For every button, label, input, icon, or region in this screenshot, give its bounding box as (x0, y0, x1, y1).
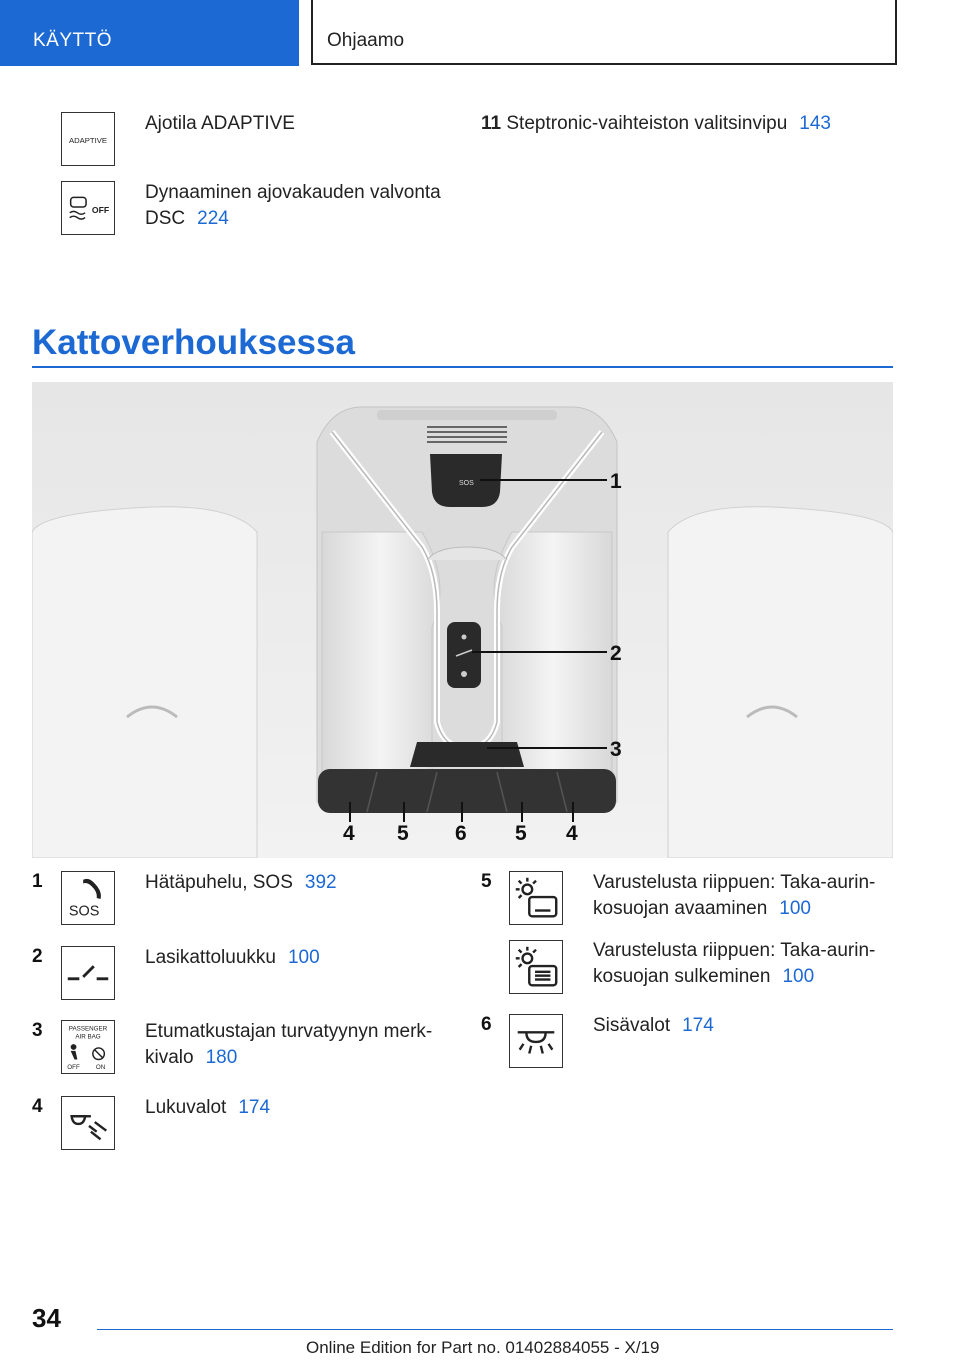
sos-page-ref[interactable]: 392 (304, 872, 337, 893)
chapter-label: Ohjaamo (327, 30, 405, 51)
legend-number-4: 4 (32, 1096, 43, 1117)
svg-text:SOS: SOS (68, 903, 100, 920)
dsc-text: Dynaaminen ajovakauden valvonta DSC 224 (145, 182, 441, 229)
sos-phone-icon (61, 871, 115, 925)
legend-number-1: 1 (32, 871, 43, 892)
reading-light-icon (61, 1096, 115, 1150)
sunblind-close-icon (509, 940, 563, 994)
glass-roof-icon (61, 946, 115, 1000)
legend-number-3: 3 (32, 1020, 43, 1041)
overhead-console-figure (32, 382, 893, 858)
legend-number-6: 6 (481, 1014, 492, 1035)
legend-number-5: 5 (481, 871, 492, 892)
svg-text:AIR BAG: AIR BAG (75, 1033, 101, 1041)
item-number: 11 (481, 113, 502, 134)
legend-text-4: Lukuvalot 174 (145, 1097, 271, 1118)
callout-4-left: 4 (343, 822, 355, 845)
section-label: KÄYTTÖ (33, 30, 113, 51)
airbag-page-ref[interactable]: 180 (205, 1047, 238, 1068)
legend-text-6: Sisävalot 174 (593, 1015, 714, 1036)
callout-4-right: 4 (566, 822, 578, 845)
legend-text-5a: Varustelusta riippuen: Taka-aurin- kosuojan avaaminen 100 (593, 872, 876, 919)
callout-6: 6 (455, 822, 467, 845)
sos-button-label: SOS (459, 480, 474, 487)
svg-text:OFF: OFF (67, 1064, 80, 1072)
adaptive-icon (61, 112, 115, 166)
svg-text:PASSENGER: PASSENGER (68, 1025, 108, 1033)
interior-light-icon (509, 1014, 563, 1068)
legend-text-1: Hätäpuhelu, SOS 392 (145, 872, 337, 893)
dsc-page-ref[interactable]: 224 (197, 208, 229, 229)
svg-text:OFF: OFF (91, 204, 110, 215)
footer-rule (97, 1329, 893, 1330)
legend-text-2: Lasikattoluukku 100 (145, 947, 320, 968)
callout-5-right: 5 (515, 822, 527, 845)
sunblind-close-page-ref[interactable]: 100 (782, 966, 815, 987)
dsc-off-icon (61, 181, 115, 235)
callout-3: 3 (610, 738, 622, 761)
legend-number-2: 2 (32, 946, 43, 967)
reading-light-page-ref[interactable]: 174 (238, 1097, 271, 1118)
page-number: 34 (32, 1303, 61, 1333)
sunblind-open-icon (509, 871, 563, 925)
steptronic-page-ref[interactable]: 143 (799, 113, 831, 134)
steptronic-text: 11 Steptronic-vaihteiston valitsinvipu 143 (481, 113, 831, 134)
svg-text:ADAPTIVE: ADAPTIVE (68, 135, 108, 145)
passenger-airbag-icon (61, 1020, 115, 1074)
interior-light-page-ref[interactable]: 174 (682, 1015, 714, 1036)
roof-page-ref[interactable]: 100 (287, 947, 320, 968)
callout-5-left: 5 (397, 822, 409, 845)
section-tab (0, 0, 299, 66)
overhead-console-illustration (32, 382, 893, 858)
adaptive-text: Ajotila ADAPTIVE (145, 113, 295, 134)
chapter-box (311, 0, 897, 65)
legend-text-3: Etumatkustajan turvatyynyn merk- kivalo 180 (145, 1021, 433, 1068)
callout-1: 1 (610, 470, 622, 493)
section-title: Kattoverhouksessa (32, 323, 355, 362)
callout-2: 2 (610, 642, 622, 665)
svg-text:ON: ON (95, 1064, 106, 1072)
sunblind-open-page-ref[interactable]: 100 (779, 898, 811, 919)
legend-text-5b: Varustelusta riippuen: Taka-aurin- kosuojan sulkeminen 100 (593, 940, 876, 987)
title-rule (32, 366, 893, 368)
edition-text: Online Edition for Part no. 01402884055 - X/19 (306, 1338, 660, 1357)
